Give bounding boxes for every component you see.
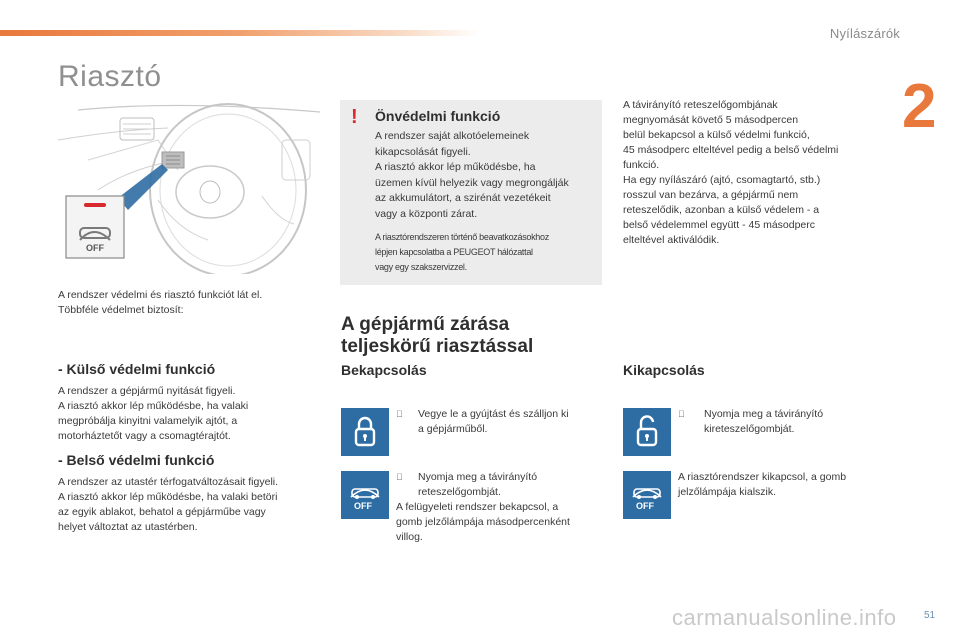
- unlock-icon: [623, 408, 671, 456]
- text-line: megnyomását követő 5 másodpercen: [623, 114, 799, 126]
- bullet-icon: [396, 472, 403, 482]
- step-line: reteszelőgombját.: [418, 471, 501, 483]
- activation-step-2: [396, 470, 608, 545]
- text-line: belül bekapcsol a külső védelmi funkció,: [623, 129, 810, 141]
- off-label: OFF: [636, 501, 654, 511]
- text-line: funkció.: [623, 159, 660, 171]
- text-line: kikapcsolását figyeli.: [375, 145, 471, 158]
- text-line: Többféle védelmet biztosít:: [58, 304, 184, 316]
- page-title: Riasztó: [58, 60, 162, 93]
- intro-text: [58, 288, 328, 318]
- note-line: A riasztórendszeren történő beavatkozásokhoz: [375, 232, 549, 242]
- text-line: gomb jelzőlámpája másodpercenként: [396, 501, 570, 513]
- text-line: vagy a központi zárat.: [375, 207, 478, 220]
- internal-protection-heading: - Belső védelmi funkció: [58, 452, 215, 468]
- activation-heading: Bekapcsolás: [341, 362, 427, 378]
- text-line: A rendszer a gépjármű nyitását figyeli.: [58, 385, 236, 397]
- title-line: A gépjármű zárása: [341, 314, 510, 335]
- page-number: 51: [924, 610, 936, 621]
- deactivation-step-1: [678, 407, 888, 437]
- external-protection-heading: - Külső védelmi funkció: [58, 361, 216, 377]
- title-line: teljeskörű riasztással: [341, 336, 534, 357]
- step-line: kireteszelőgombját.: [704, 408, 795, 420]
- alarm-off-icon: [623, 471, 671, 519]
- deactivation-heading: Kikapcsolás: [623, 362, 705, 378]
- text-line: reteszelődik, azonban a külső védelem - a: [623, 204, 820, 216]
- text-line: villog.: [396, 516, 423, 528]
- text-line: A távirányító reteszelőgombjának: [623, 99, 778, 111]
- text-line: A riasztó akkor lép működésbe, ha valaki betöri: [58, 491, 278, 503]
- text-line: jelzőlámpája kialszik.: [678, 486, 777, 498]
- alarm-off-icon: [341, 471, 389, 519]
- self-protection-title: Önvédelmi funkció: [375, 108, 501, 124]
- activation-timing-text: [623, 98, 883, 248]
- text-line: megpróbálja kinyitni valamelyik ajtót, a: [58, 415, 238, 427]
- text-line: 45 másodperc elteltével pedig a belső védelmi: [623, 144, 839, 156]
- text-line: az egyik ablakot, behatol a gépjárműbe vagy: [58, 506, 266, 518]
- step-line: Nyomja meg a távirányító: [704, 408, 824, 420]
- text-line: A rendszer az utastér térfogatváltozásait figyeli.: [58, 476, 279, 488]
- off-label: OFF: [354, 501, 372, 511]
- step-line: Nyomja meg a távirányító: [418, 471, 538, 483]
- note-line: lépjen kapcsolatba a PEUGEOT hálózattal: [375, 247, 533, 257]
- self-protection-text: [375, 129, 599, 222]
- step-line: Vegye le a gyújtást és szálljon ki: [418, 408, 569, 420]
- text-line: Ha egy nyílászáró (ajtó, csomagtartó, stb.): [623, 174, 821, 186]
- text-line: A riasztó akkor lép működésbe, ha valaki: [58, 400, 249, 412]
- alarm-button-off-label: OFF: [86, 243, 104, 253]
- exclamation-icon: !: [351, 106, 358, 128]
- chapter-number: 2: [902, 72, 937, 141]
- external-protection-text: [58, 384, 328, 444]
- activation-step-1: [396, 407, 606, 437]
- lock-icon: [341, 408, 389, 456]
- watermark: carmanualsonline.info: [672, 605, 897, 630]
- text-line: motorháztetőt vagy a csomagtérajtót.: [58, 430, 231, 442]
- text-line: rosszul van bezárva, a gépjármű nem: [623, 189, 799, 201]
- bullet-icon: [396, 409, 403, 419]
- text-line: A felügyeleti rendszer bekapcsol, a: [396, 486, 559, 498]
- note-line: vagy egy szakszervizzel.: [375, 262, 467, 272]
- internal-protection-text: [58, 475, 328, 535]
- text-line: az akkumulátort, a szirénát vezetékeit: [375, 192, 551, 204]
- deactivation-result: [678, 470, 888, 500]
- text-line: helyet változtat az utastérben.: [58, 521, 198, 533]
- dashboard-illustration: [58, 100, 320, 274]
- text-line: üzemen kívül helyezik vagy megrongálják: [375, 176, 569, 189]
- text-line: elteltével aktiválódik.: [623, 234, 720, 246]
- text-line: A riasztórendszer kikapcsol, a gomb: [678, 471, 847, 483]
- text-line: A rendszer védelmi és riasztó funkciót lát el.: [58, 289, 263, 301]
- self-protection-note: [375, 230, 597, 275]
- text-line: A riasztó akkor lép működésbe, ha: [375, 161, 536, 173]
- step-line: a gépjárműből.: [418, 408, 488, 420]
- locking-section-title: [341, 314, 533, 358]
- text-line: belső védelemmel együtt - 45 másodperc: [623, 219, 816, 231]
- section-title: Nyílászárók: [829, 26, 900, 41]
- bullet-icon: [678, 409, 685, 419]
- text-line: A rendszer saját alkotóelemeinek: [375, 130, 530, 142]
- header-accent-bar: [0, 30, 480, 36]
